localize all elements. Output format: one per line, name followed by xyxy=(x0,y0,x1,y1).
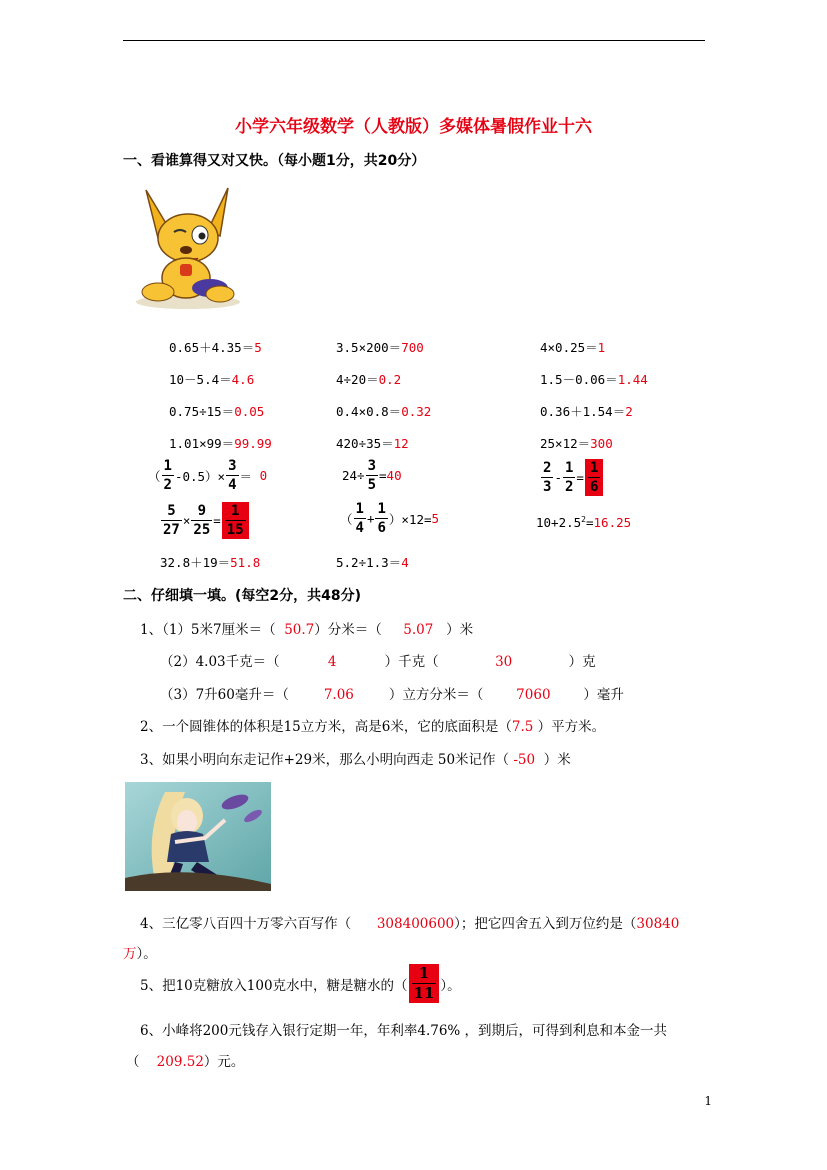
calc-item: 0.65＋4.35＝5 xyxy=(169,340,262,355)
calc-item: 10－5.4＝4.6 xyxy=(169,372,255,387)
question-3: 3、如果小明向东走记作+29米，那么小明向西走 50米记作（ -50 ）米 xyxy=(140,752,571,768)
question-2: 2、一个圆锥体的体积是15立方米，高是6米，它的底面积是（7.5 ）平方米。 xyxy=(140,719,606,735)
question-1a: 1、（1）5米7厘米＝（ 50.7）分米＝（ 5.07 ）米 xyxy=(140,622,474,638)
calc-item: 1.5－0.06＝1.44 xyxy=(540,372,648,387)
calc-item: 5.2÷1.3＝4 xyxy=(336,555,409,570)
answer-fraction-box: $\frac{1}{15}$ xyxy=(222,502,249,539)
question-1c: （3）7升60毫升＝（ 7.06 ）立方分米＝（ 7060 ）毫升 xyxy=(160,687,624,703)
question-4: 4、三亿零八百四十万零六百写作（ 308400600）；把它四舍五入到万位约是（30840 xyxy=(140,916,680,932)
calc-item: 0.75÷15＝0.05 xyxy=(169,404,265,419)
question-5: 5、把10克糖放入100克水中，糖是糖水的（ $\frac{1}{11}$ ）。 xyxy=(140,964,461,1002)
fraction-problem-4: $\frac{5}{27}$ × $\frac{9}{25}$ = $\frac{1}{15}$ xyxy=(160,502,250,539)
power-problem: $10+2.5^2=16.25$ xyxy=(536,515,632,531)
question-1b: （2）4.03千克＝（ 4 ）千克（ 30 ）克 xyxy=(160,654,596,670)
calc-item: 4×0.25＝1 xyxy=(540,340,606,355)
answer-fraction-box: $\frac{1}{11}$ xyxy=(409,964,440,1003)
cartoon-dog-image xyxy=(128,180,246,312)
question-6-cont: （ 209.52）元。 xyxy=(126,1054,245,1070)
fraction-problem-3: $\frac{2}{3}$ - $\frac{1}{2}$ = $\frac{1}{6}$ xyxy=(540,459,604,496)
section2-heading: 二、仔细填一填。(每空2分，共48分) xyxy=(123,588,362,604)
answer-fraction-box: $\frac{1}{6}$ xyxy=(585,459,603,496)
question-6: 6、小峰将200元钱存入银行定期一年，年利率4.76% ，到期后，可得到利息和本金一共 xyxy=(140,1023,668,1039)
calc-item: 3.5×200＝700 xyxy=(336,340,424,355)
page-number: 1 xyxy=(704,1094,712,1108)
header-rule xyxy=(123,40,705,41)
section1-heading: 一、看谁算得又对又快。（每小题1分，共20分） xyxy=(123,153,426,169)
calc-item: 4÷20＝0.2 xyxy=(336,372,402,387)
calc-item: 32.8＋19＝51.8 xyxy=(160,555,261,570)
page-title: 小学六年级数学（人教版）多媒体暑假作业十六 xyxy=(235,117,592,137)
fraction-problem-1: （ $\frac{1}{2}$ -0.5）× $\frac{3}{4}$ ＝ 0 xyxy=(148,458,268,493)
calc-item: 1.01×99＝99.99 xyxy=(169,436,272,451)
question-4-cont: 万）。 xyxy=(123,946,157,962)
calc-item: 420÷35＝12 xyxy=(336,436,409,451)
calc-item: 25×12＝300 xyxy=(540,436,613,451)
anime-girl-image xyxy=(125,782,271,891)
calc-item: 0.4×0.8＝0.32 xyxy=(336,404,432,419)
fraction-problem-2: 24÷ $\frac{3}{5}$ = 40 xyxy=(342,458,402,493)
calc-item: 0.36＋1.54＝2 xyxy=(540,404,633,419)
fraction-problem-5: （ $\frac{1}{4}$ + $\frac{1}{6}$ ）×12= 5 xyxy=(340,501,440,536)
